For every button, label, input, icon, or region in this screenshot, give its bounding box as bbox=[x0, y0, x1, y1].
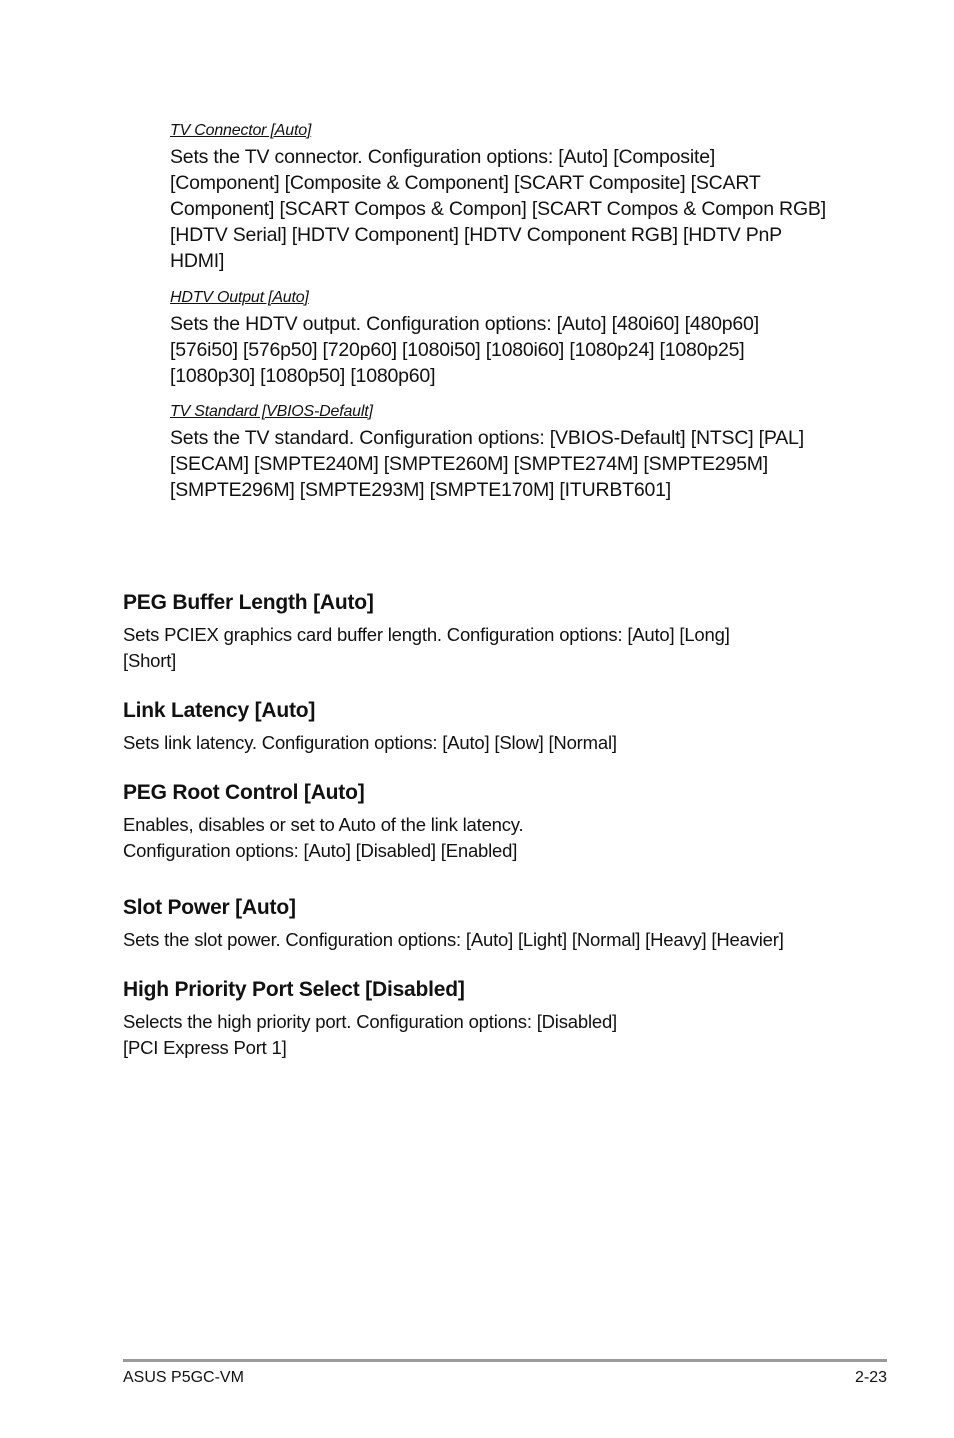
subsection-tv-connector bbox=[170, 121, 850, 274]
subsection-tv-standard bbox=[170, 402, 850, 503]
section-body bbox=[123, 927, 853, 953]
section-link-latency bbox=[123, 698, 853, 756]
section-heading: Slot Power [Auto] bbox=[123, 896, 296, 919]
footer-page-number: 2-23 bbox=[854, 1369, 887, 1386]
body-line: Selects the high priority port. Configuration options: [Disabled] bbox=[123, 1011, 617, 1032]
body-line: Sets link latency. Configuration options: [Auto] [Slow] [Normal] bbox=[123, 732, 617, 753]
body-line: Sets the slot power. Configuration options: [Auto] [Light] [Normal] [Heavy] [Heavier] bbox=[123, 929, 784, 950]
subsection-body bbox=[170, 144, 850, 274]
section-body bbox=[123, 1009, 853, 1061]
body-line: [576i50] [576p50] [720p60] [1080i50] [1080i60] [1080p24] [1080p25] bbox=[170, 339, 745, 361]
subsection-hdtv-output bbox=[170, 288, 850, 389]
body-line: [Component] [Composite & Component] [SCART Composite] [SCART bbox=[170, 172, 761, 194]
section-peg-root-control bbox=[123, 780, 853, 864]
subsection-title: TV Standard [VBIOS-Default] bbox=[170, 403, 373, 420]
section-heading: PEG Root Control [Auto] bbox=[123, 781, 365, 804]
body-line: Sets the TV connector. Configuration options: [Auto] [Composite] bbox=[170, 146, 716, 168]
subsection-body bbox=[170, 311, 850, 389]
body-line: Sets the HDTV output. Configuration options: [Auto] [480i60] [480p60] bbox=[170, 313, 759, 335]
footer-product-name: ASUS P5GC-VM bbox=[123, 1369, 244, 1386]
body-line: Configuration options: [Auto] [Disabled] [Enabled] bbox=[123, 840, 518, 861]
section-heading: Link Latency [Auto] bbox=[123, 699, 316, 722]
section-body bbox=[123, 622, 853, 674]
body-line: Enables, disables or set to Auto of the link latency. bbox=[123, 814, 524, 835]
body-line: [1080p30] [1080p50] [1080p60] bbox=[170, 365, 436, 387]
section-body bbox=[123, 730, 853, 756]
section-high-priority-port-select bbox=[123, 977, 853, 1061]
section-heading: PEG Buffer Length [Auto] bbox=[123, 591, 374, 614]
section-body bbox=[123, 812, 853, 864]
subsection-body bbox=[170, 425, 850, 503]
body-line: Component] [SCART Compos & Compon] [SCART Compos & Compon RGB] bbox=[170, 198, 826, 220]
footer-divider bbox=[123, 1359, 887, 1362]
subsection-title: HDTV Output [Auto] bbox=[170, 289, 309, 306]
body-line: [PCI Express Port 1] bbox=[123, 1037, 287, 1058]
body-line: [SECAM] [SMPTE240M] [SMPTE260M] [SMPTE274M] [SMPTE295M] bbox=[170, 453, 769, 475]
body-line: [Short] bbox=[123, 650, 177, 671]
section-heading: High Priority Port Select [Disabled] bbox=[123, 978, 465, 1001]
body-line: Sets PCIEX graphics card buffer length. Configuration options: [Auto] [Long] bbox=[123, 624, 730, 645]
section-slot-power bbox=[123, 895, 853, 953]
body-line: Sets the TV standard. Configuration options: [VBIOS-Default] [NTSC] [PAL] bbox=[170, 427, 804, 449]
body-line: [HDTV Serial] [HDTV Component] [HDTV Component RGB] [HDTV PnP bbox=[170, 224, 782, 246]
subsection-title: TV Connector [Auto] bbox=[170, 122, 312, 139]
body-line: HDMI] bbox=[170, 250, 225, 272]
section-peg-buffer-length bbox=[123, 590, 853, 674]
body-line: [SMPTE296M] [SMPTE293M] [SMPTE170M] [ITURBT601] bbox=[170, 479, 671, 501]
